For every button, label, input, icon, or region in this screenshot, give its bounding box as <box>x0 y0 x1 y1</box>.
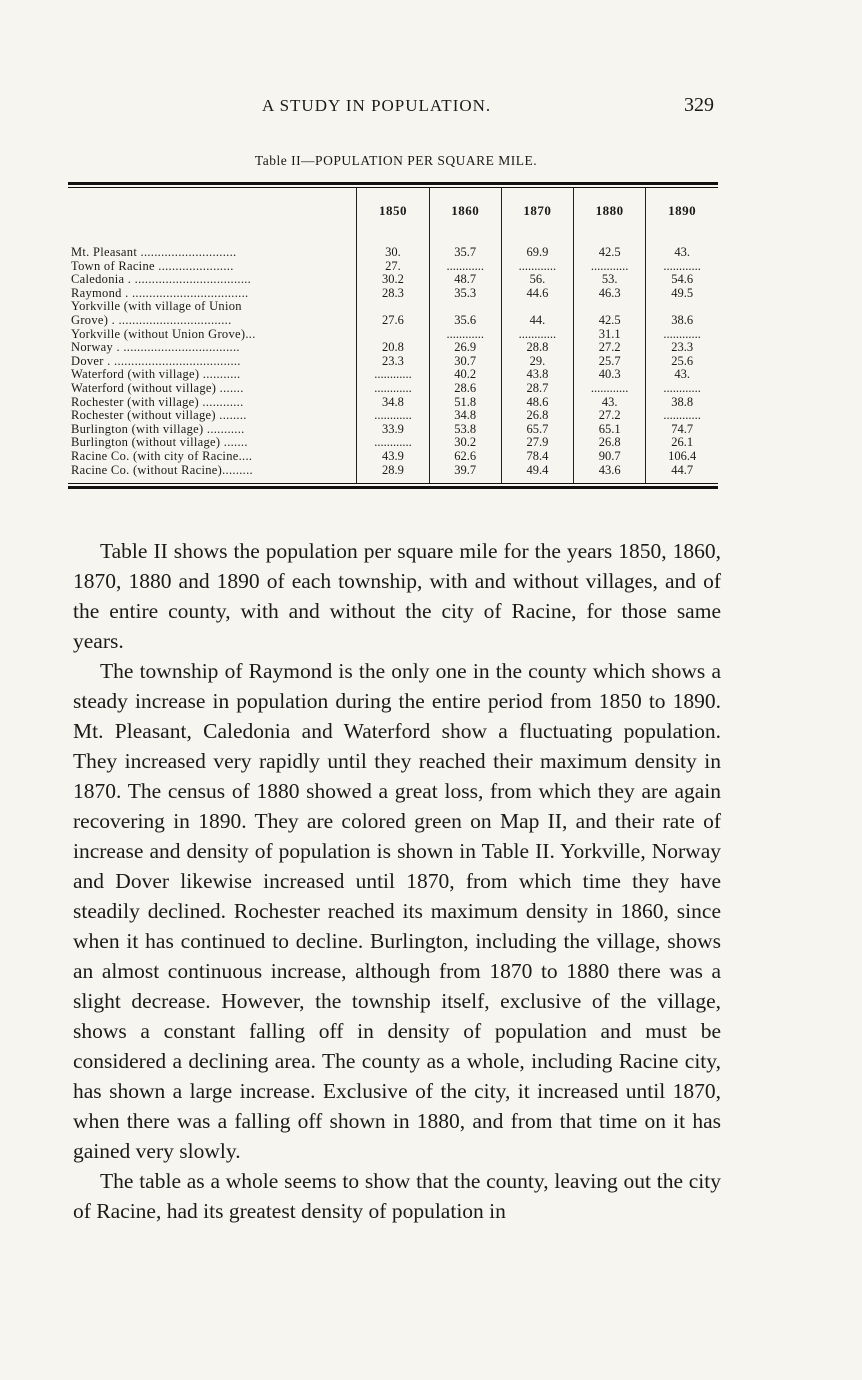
density-value: 69.9 <box>501 246 573 260</box>
column-header: 1850 <box>357 188 429 234</box>
density-value: 48.6 <box>501 396 573 410</box>
township-name: Dover . ..................................... <box>71 354 241 368</box>
density-value: 26.8 <box>574 436 646 450</box>
table-row <box>68 396 718 410</box>
township-name: Racine Co. (with city of Racine.... <box>71 449 253 463</box>
density-value: 56. <box>501 273 573 287</box>
density-value: 27.2 <box>574 341 646 355</box>
density-value: ............ <box>357 409 429 423</box>
table-row <box>68 368 718 382</box>
density-value <box>429 300 501 314</box>
township-name: Yorkville (without Union Grove)... <box>71 327 256 341</box>
density-value: 53. <box>574 273 646 287</box>
table-spacer-row <box>68 234 718 246</box>
density-value <box>574 300 646 314</box>
density-value: ............ <box>429 260 501 274</box>
density-value: 48.7 <box>429 273 501 287</box>
density-value: ............ <box>357 382 429 396</box>
density-value: 28.9 <box>357 464 429 484</box>
density-value: 35.7 <box>429 246 501 260</box>
density-value: 25.7 <box>574 355 646 369</box>
table-row <box>68 341 718 355</box>
table-top-rule <box>68 182 718 185</box>
table-row <box>68 382 718 396</box>
density-value: 54.6 <box>646 273 718 287</box>
township-name: Raymond . .................................. <box>71 286 249 300</box>
table-row <box>68 436 718 450</box>
density-value: 49.4 <box>501 464 573 484</box>
header-blank <box>68 188 357 234</box>
table-row <box>68 260 718 274</box>
density-value: 26.8 <box>501 409 573 423</box>
density-value: 40.2 <box>429 368 501 382</box>
density-value: 39.7 <box>429 464 501 484</box>
density-value <box>357 328 429 342</box>
density-value: 40.3 <box>574 368 646 382</box>
density-value: 34.8 <box>357 396 429 410</box>
density-value: 20.8 <box>357 341 429 355</box>
density-value: 43.8 <box>501 368 573 382</box>
table-row <box>68 423 718 437</box>
column-header: 1860 <box>429 188 501 234</box>
running-head <box>72 96 720 120</box>
density-value <box>501 300 573 314</box>
table-row <box>68 314 718 328</box>
density-value: 43.9 <box>357 450 429 464</box>
column-header: 1890 <box>646 188 718 234</box>
density-value: 74.7 <box>646 423 718 437</box>
paragraph: The table as a whole seems to show that the county, leaving out the city of Racine, had its greatest density of population in <box>73 1169 721 1223</box>
density-value: 44.6 <box>501 287 573 301</box>
density-value: 53.8 <box>429 423 501 437</box>
running-title: A STUDY IN POPULATION. <box>262 96 492 115</box>
density-value: 38.6 <box>646 314 718 328</box>
density-value: 30.2 <box>429 436 501 450</box>
population-table <box>68 188 718 483</box>
population-table-wrapper <box>68 182 718 489</box>
table-row <box>68 300 718 314</box>
density-value: 42.5 <box>574 314 646 328</box>
table-body <box>68 234 718 483</box>
density-value: 27.2 <box>574 409 646 423</box>
density-value: 26.9 <box>429 341 501 355</box>
density-value <box>646 300 718 314</box>
table-row <box>68 246 718 260</box>
density-value: 34.8 <box>429 409 501 423</box>
density-value: ............ <box>646 260 718 274</box>
density-value: 27. <box>357 260 429 274</box>
density-value: 43. <box>646 246 718 260</box>
township-name: Rochester (without village) ........ <box>71 409 247 423</box>
density-value: 30.2 <box>357 273 429 287</box>
density-value: ............ <box>357 368 429 382</box>
table-caption: Table II—POPULATION PER SQUARE MILE. <box>254 153 538 168</box>
density-value: 29. <box>501 355 573 369</box>
density-value: ............ <box>501 260 573 274</box>
township-name: Burlington (with village) ........... <box>71 422 245 436</box>
density-value: 28.7 <box>501 382 573 396</box>
column-header: 1880 <box>574 188 646 234</box>
density-value: 35.3 <box>429 287 501 301</box>
density-value: 27.9 <box>501 436 573 450</box>
paragraph: Table II shows the population per square mile for the years 1850, 1860, 1870, 1880 and 1890 of each township, with and without villages, and of the entire county, with and without the city of Racine, for those same years. <box>73 539 721 653</box>
township-name: Rochester (with village) ............ <box>71 395 244 409</box>
table-bottom-rule <box>68 486 718 489</box>
density-value: 106.4 <box>646 450 718 464</box>
density-value: 51.8 <box>429 396 501 410</box>
table-row <box>68 355 718 369</box>
township-name: Norway . .................................. <box>71 341 240 355</box>
density-value: 28.6 <box>429 382 501 396</box>
density-value: ............ <box>429 328 501 342</box>
body-text <box>73 536 721 1226</box>
density-value: 78.4 <box>501 450 573 464</box>
density-value: 38.8 <box>646 396 718 410</box>
table-row <box>68 464 718 484</box>
page-number: 329 <box>684 94 714 116</box>
table-header-row <box>68 188 718 234</box>
density-value: 65.1 <box>574 423 646 437</box>
density-value: 43. <box>574 396 646 410</box>
density-value: 44.7 <box>646 464 718 484</box>
density-value: 23.3 <box>646 341 718 355</box>
density-value: ............ <box>357 436 429 450</box>
density-value: 42.5 <box>574 246 646 260</box>
density-value: 31.1 <box>574 328 646 342</box>
density-value: ............ <box>646 409 718 423</box>
table-row <box>68 450 718 464</box>
township-name: Grove) . ................................. <box>71 313 232 327</box>
density-value: 23.3 <box>357 355 429 369</box>
density-value: 35.6 <box>429 314 501 328</box>
density-value: 26.1 <box>646 436 718 450</box>
density-value: 30.7 <box>429 355 501 369</box>
table-row <box>68 328 718 342</box>
density-value: 43. <box>646 368 718 382</box>
township-name: Burlington (without village) ....... <box>71 436 248 450</box>
township-name: Waterford (without village) ....... <box>71 381 244 395</box>
township-name: Town of Racine ...................... <box>71 259 234 273</box>
density-value: 27.6 <box>357 314 429 328</box>
density-value: 33.9 <box>357 423 429 437</box>
township-name: Waterford (with village) ........... <box>71 368 241 382</box>
density-value: 30. <box>357 246 429 260</box>
township-name: Racine Co. (without Racine)......... <box>71 463 253 477</box>
density-value: 28.8 <box>501 341 573 355</box>
density-value: 43.6 <box>574 464 646 484</box>
paragraph: The township of Raymond is the only one in the county which shows a steady increase in population during the entire period from 1850 to 1890. Mt. Pleasant, Caledonia and Waterford show a fluctuating population. They increased very rapidly until they reached their maximum density in 1870. The census of 1880 showed a great loss, from which they are again recovering in 1890. They are colored green on Map II, and their rate of increase and density of population is shown in Table II. Yorkville, Norway and Dover likewise increased until 1870, from which time they have steadily declined. Rochester reached its maximum density in 1860, since when it has continued to decline. Burlington, including the village, shows an almost continuous increase, although from 1870 to 1880 there was a slight decrease. However, the township itself, exclusive of the village, shows a constant falling off in density of population and must be considered a declining area. The county as a whole, including Racine city, has shown a large increase. Exclusive of the city, it increased until 1870, when there was a falling off shown in 1880, and from that time on it has gained very slowly. <box>73 659 721 1163</box>
density-value: 46.3 <box>574 287 646 301</box>
density-value: 90.7 <box>574 450 646 464</box>
density-value: 65.7 <box>501 423 573 437</box>
township-name: Mt. Pleasant ............................ <box>71 246 237 259</box>
density-value: 62.6 <box>429 450 501 464</box>
table-row <box>68 409 718 423</box>
column-header: 1870 <box>501 188 573 234</box>
density-value: ............ <box>646 328 718 342</box>
density-value: 44. <box>501 314 573 328</box>
township-name: Yorkville (with village of Union <box>71 300 242 314</box>
township-name: Caledonia . .................................. <box>71 273 252 287</box>
table-row <box>68 273 718 287</box>
density-value: ............ <box>574 260 646 274</box>
table-row <box>68 287 718 301</box>
density-value: 28.3 <box>357 287 429 301</box>
density-value: ............ <box>574 382 646 396</box>
density-value <box>357 300 429 314</box>
density-value: 49.5 <box>646 287 718 301</box>
density-value: ............ <box>501 328 573 342</box>
density-value: 25.6 <box>646 355 718 369</box>
density-value: ............ <box>646 382 718 396</box>
table-bottom-rule-thin <box>68 483 718 484</box>
